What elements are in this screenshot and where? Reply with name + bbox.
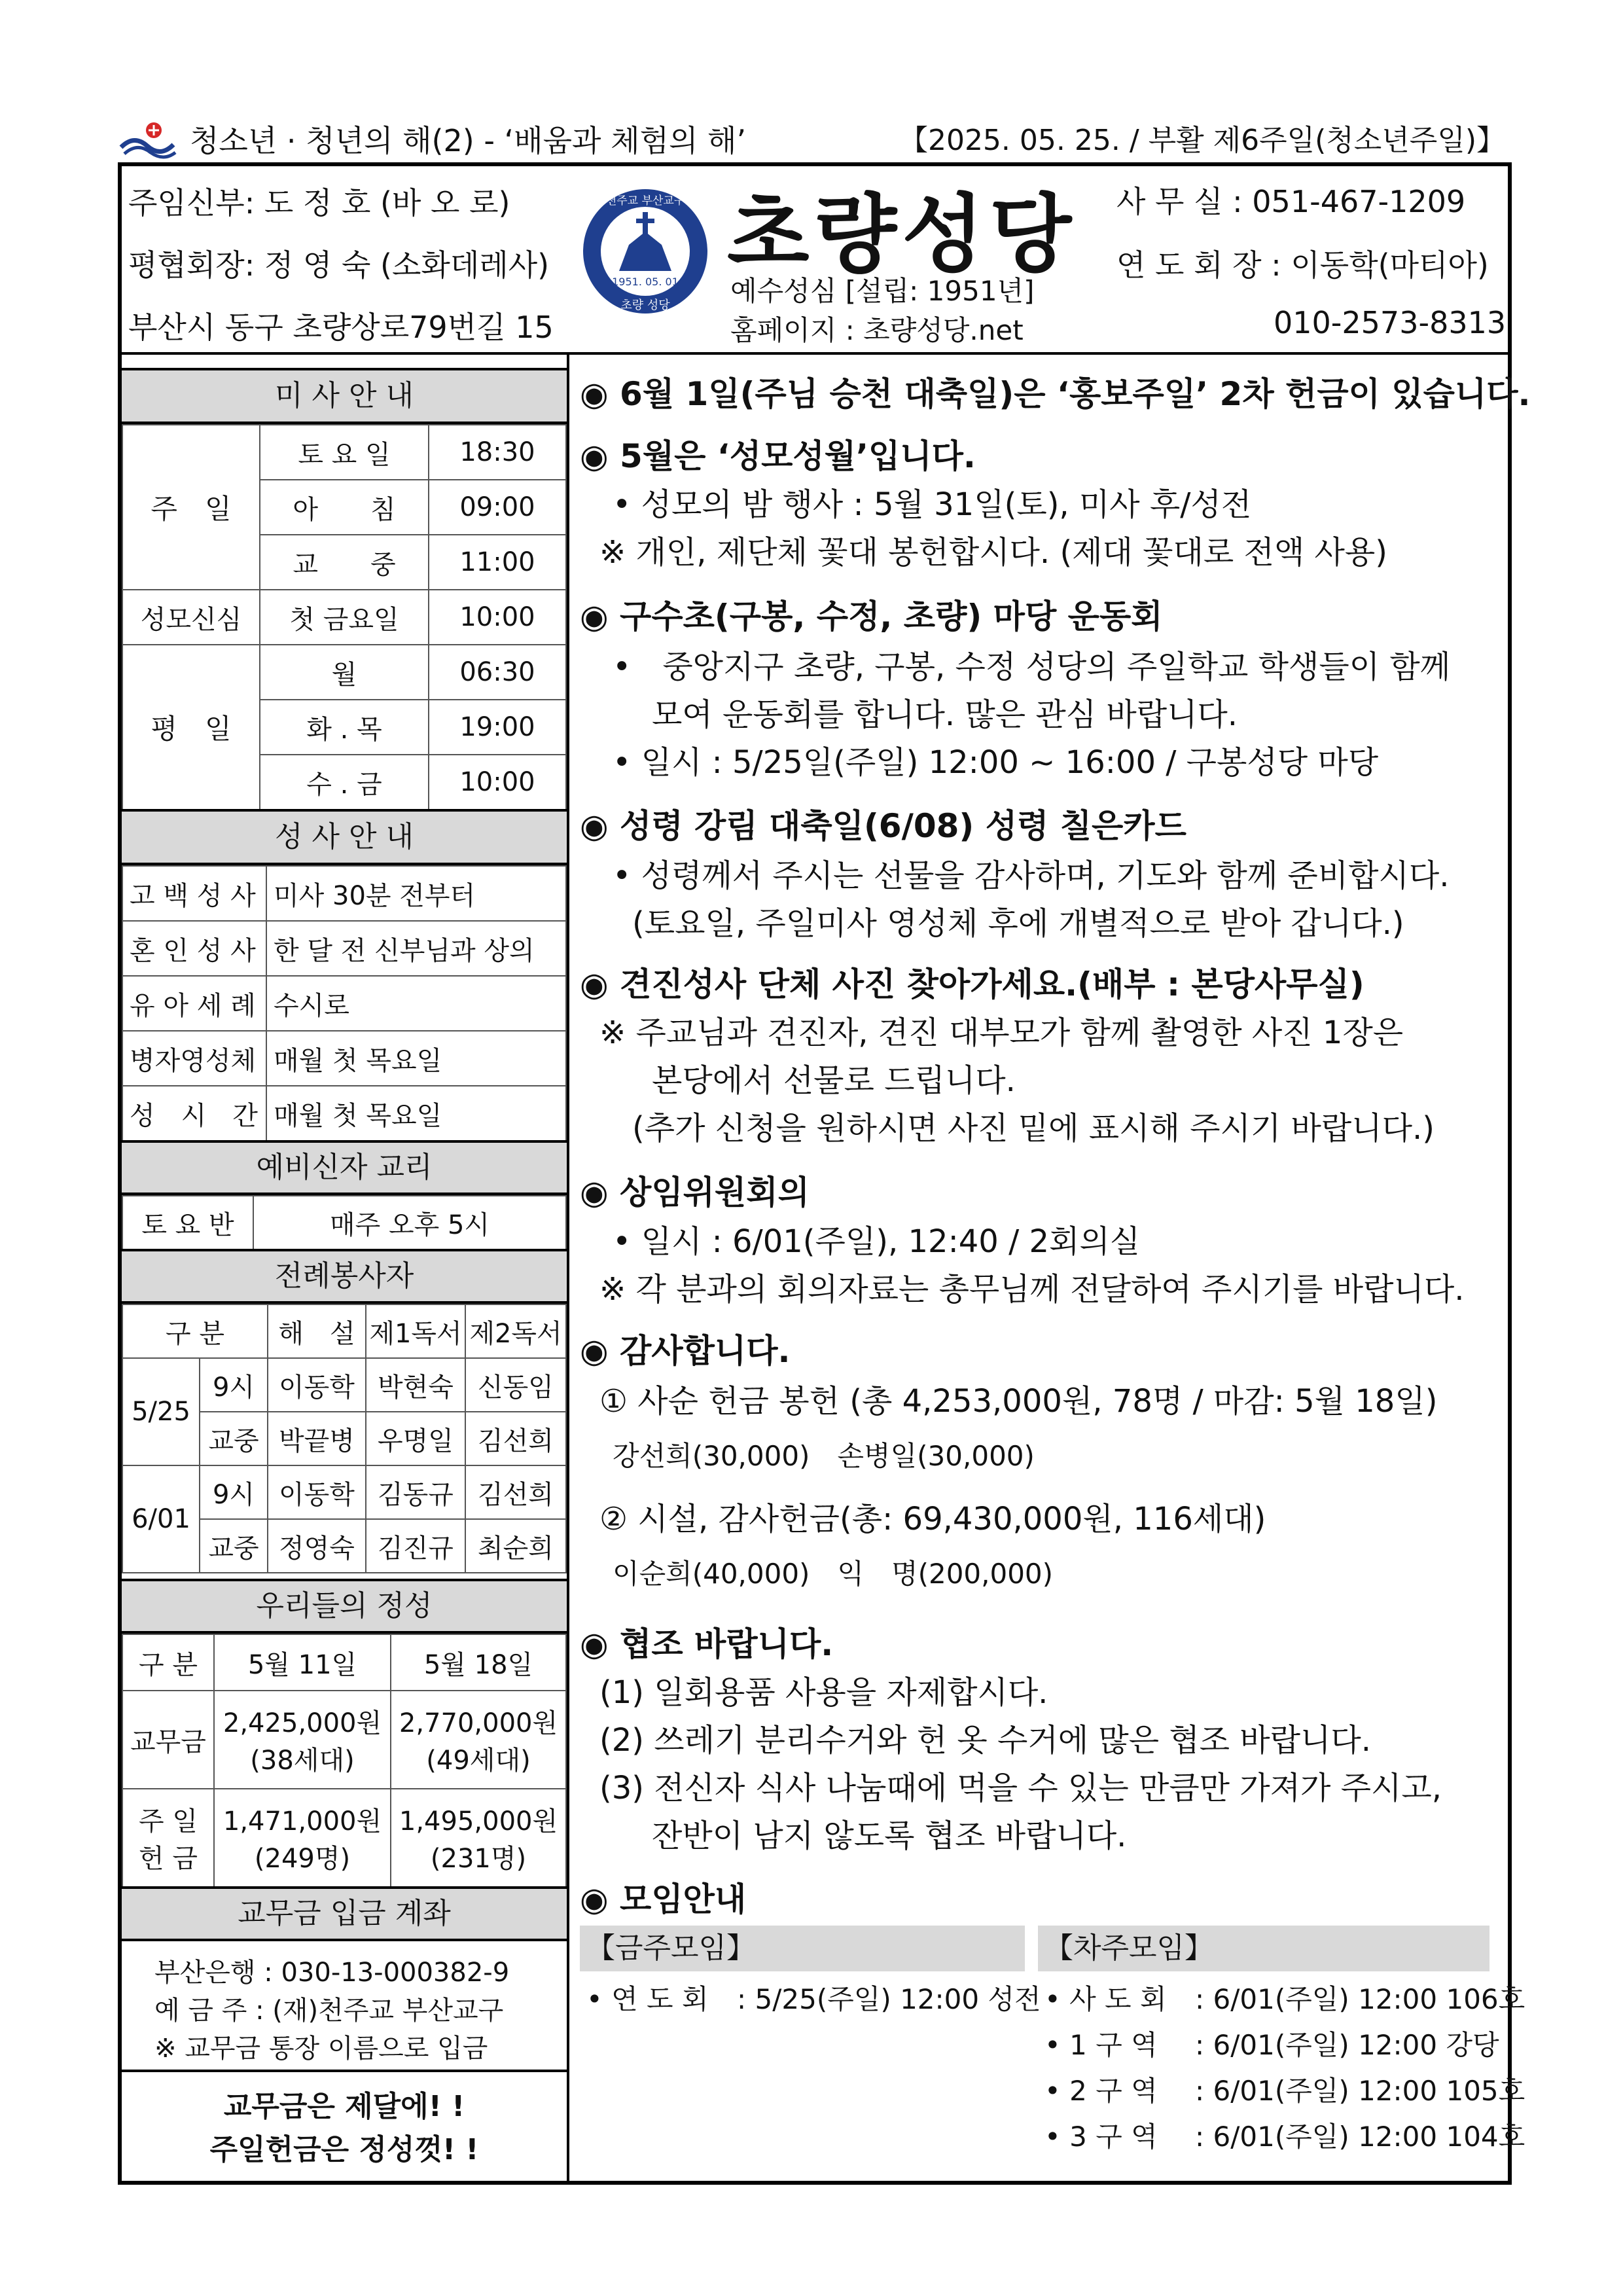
mass-day: 아 침 xyxy=(260,480,429,535)
notice-title: ◉ 견진성사 단체 사진 찾아가세요.(배부 : 본당사무실) xyxy=(580,965,1364,1003)
year-theme xyxy=(118,118,746,164)
meeting-info: : 6/01(주일) 12:00 강당 xyxy=(1195,2029,1499,2061)
mass-schedule-table xyxy=(122,424,567,810)
mass-time: 06:30 xyxy=(429,645,566,700)
notice-line: • 중앙지구 초량, 구봉, 수정 성당의 주일학교 학생들이 함께 xyxy=(613,649,1451,685)
issue-date: 【2025. 05. 25. / 부활 제6주일(청소년주일)】 xyxy=(899,124,1505,157)
servers-reader1: 김동규 xyxy=(366,1465,465,1519)
sacrament-desc: 수시로 xyxy=(266,976,566,1031)
offering-label-line: 헌 금 xyxy=(139,1844,198,1874)
notices-column xyxy=(573,355,1531,2181)
sacrament-name: 병자영성체 xyxy=(122,1031,266,1086)
offering-amount: 1,495,000원 xyxy=(399,1806,558,1837)
sacrament-name: 유 아 세 례 xyxy=(122,976,266,1031)
sacrament-desc: 매월 첫 목요일 xyxy=(266,1031,566,1086)
notice-line: (추가 신청을 원하시면 사진 밑에 표시해 주시기 바랍니다.) xyxy=(632,1110,1435,1147)
sacrament-title: 성 사 안 내 xyxy=(122,809,567,865)
servers-header: 해 설 xyxy=(268,1304,366,1358)
notice-title: ◉ 5월은 ‘성모성월’입니다. xyxy=(580,437,976,475)
servers-table xyxy=(122,1304,567,1573)
account-bank: 부산은행 : 030-13-000382-9 xyxy=(154,1958,510,1988)
notice-line: ※ 각 분과의 회의자료는 총무님께 전달하여 주시기를 바랍니다. xyxy=(599,1271,1465,1308)
servers-mass: 9시 xyxy=(200,1465,268,1519)
mass-time: 10:00 xyxy=(429,755,566,810)
church-name: 초량성당 xyxy=(727,185,1077,284)
sacrament-desc: 매월 첫 목요일 xyxy=(266,1086,566,1141)
offering-label: 교무금 xyxy=(122,1691,214,1789)
servers-commentator: 박끝병 xyxy=(268,1412,366,1465)
seal-date-text: 1951. 05. 01 xyxy=(612,276,679,288)
servers-reader2: 김선희 xyxy=(465,1412,566,1465)
offering-header: 구 분 xyxy=(122,1634,214,1691)
meeting-name: • 사 도 회 xyxy=(1044,1983,1167,2015)
notice-title: ◉ 성령 강림 대축일(6/08) 성령 칠은카드 xyxy=(580,807,1186,845)
council-president: 평협회장: 정 영 숙 (소화데레사) xyxy=(128,247,550,283)
marian-label: 성모신심 xyxy=(122,590,260,645)
sacrament-name: 성 시 간 xyxy=(122,1086,266,1141)
seal-top-text: 천주교 부산교구 xyxy=(605,194,685,207)
notice-line: • 성모의 밤 행사 : 5월 31일(토), 미사 후/성전 xyxy=(613,486,1252,523)
offering-header: 5월 18일 xyxy=(391,1634,566,1691)
meeting-info: : 6/01(주일) 12:00 106호 xyxy=(1195,1983,1525,2015)
slogan-2: 주일헌금은 정성껏! ! xyxy=(209,2133,479,2166)
servers-header: 구 분 xyxy=(122,1304,268,1358)
offering-count: (38세대) xyxy=(250,1746,355,1776)
servers-title: 전례봉사자 xyxy=(122,1249,567,1304)
offering-cell xyxy=(391,1691,566,1789)
servers-date: 6/01 xyxy=(122,1465,200,1573)
offering-amount: 2,770,000원 xyxy=(399,1708,558,1738)
servers-date: 5/25 xyxy=(122,1358,200,1465)
meeting-name: • 연 도 회 xyxy=(586,1983,709,2015)
notice-line: (3) 전신자 식사 나눔때에 먹을 수 있는 만큼만 가져가 주시고, xyxy=(599,1770,1442,1806)
church-patron: 예수성심 [설립: 1951년] xyxy=(730,275,1035,307)
sacrament-name: 고 백 성 사 xyxy=(122,866,266,921)
servers-header: 제1독서 xyxy=(366,1304,465,1358)
servers-mass: 9시 xyxy=(200,1358,268,1412)
catechism-table xyxy=(122,1195,567,1250)
mass-day: 수 . 금 xyxy=(260,755,429,810)
notice-line: ※ 주교님과 견진자, 견진 대부모가 함께 촬영한 사진 1장은 xyxy=(599,1014,1404,1051)
catechism-title: 예비신자 교리 xyxy=(122,1140,567,1195)
offering-count: (249명) xyxy=(254,1844,351,1874)
mass-time: 10:00 xyxy=(429,590,566,645)
notice-line: ① 사순 헌금 봉헌 (총 4,253,000원, 78명 / 마감: 5월 18일) xyxy=(599,1383,1438,1420)
mass-day: 토 요 일 xyxy=(260,425,429,480)
bulletin-header xyxy=(118,162,1512,356)
mass-time: 19:00 xyxy=(429,700,566,755)
mass-time: 09:00 xyxy=(429,480,566,535)
sunday-label: 주 일 xyxy=(122,425,260,590)
account-title: 교무금 입금 계좌 xyxy=(122,1886,567,1941)
notice-line: 잔반이 남지 않도록 협조 바랍니다. xyxy=(652,1818,1127,1854)
notice-line: ※ 개인, 제단체 꽃대 봉헌합시다. (제대 꽃대로 전액 사용) xyxy=(599,534,1387,571)
offering-label xyxy=(122,1789,214,1887)
servers-reader2: 신동임 xyxy=(465,1358,566,1412)
sacrament-desc: 미사 30분 전부터 xyxy=(266,866,566,921)
mass-day: 교 중 xyxy=(260,535,429,590)
notice-title: ◉ 모임안내 xyxy=(580,1880,747,1918)
church-logo-icon xyxy=(118,121,177,160)
seal-bottom-text: 초량 성당 xyxy=(620,298,670,312)
notice-line: ② 시설, 감사헌금(총: 69,430,000원, 116세대) xyxy=(599,1501,1266,1537)
weekday-label: 평 일 xyxy=(122,645,260,810)
mass-day: 첫 금요일 xyxy=(260,590,429,645)
notice-title: ◉ 협조 바랍니다. xyxy=(580,1625,834,1663)
offering-cell xyxy=(391,1789,566,1887)
offering-header: 5월 11일 xyxy=(214,1634,391,1691)
notice-line: • 일시 : 5/25일(주일) 12:00 ~ 16:00 / 구봉성당 마당 xyxy=(613,744,1379,781)
left-column xyxy=(122,355,569,2181)
servers-mass: 교중 xyxy=(200,1412,268,1465)
offering-count: (49세대) xyxy=(426,1746,531,1776)
notice-line: (토요일, 주일미사 영성체 후에 개별적으로 받아 갑니다.) xyxy=(632,905,1404,942)
bulletin-body xyxy=(118,352,1531,2185)
catechism-time: 매주 오후 5시 xyxy=(253,1196,566,1249)
notice-line: 본당에서 선물로 드립니다. xyxy=(652,1062,1016,1099)
this-week-meetings-title: 【금주모임】 xyxy=(580,1926,1025,1971)
meeting-name: • 2 구 역 xyxy=(1044,2075,1158,2107)
offering-title: 우리들의 정성 xyxy=(122,1579,567,1634)
sacrament-desc: 한 달 전 신부님과 상의 xyxy=(266,921,566,976)
mass-day: 화 . 목 xyxy=(260,700,429,755)
notice-line: (2) 쓰레기 분리수거와 헌 옷 수거에 많은 협조 바랍니다. xyxy=(599,1722,1372,1759)
notice-title: ◉ 감사합니다. xyxy=(580,1332,791,1370)
sacrament-table xyxy=(122,865,567,1141)
mass-schedule-title: 미 사 안 내 xyxy=(122,368,567,424)
notice-line: • 성령께서 주시는 선물을 감사하며, 기도와 함께 준비합시다. xyxy=(613,857,1450,894)
meeting-info: : 6/01(주일) 12:00 104호 xyxy=(1195,2121,1525,2153)
notice-line: 모여 운동회를 합니다. 많은 관심 바랍니다. xyxy=(652,696,1238,733)
notice-line: 이순희(40,000) 익 명(200,000) xyxy=(613,1558,1054,1590)
servers-commentator: 정영숙 xyxy=(268,1519,366,1573)
account-holder: 예 금 주 : (재)천주교 부산교구 xyxy=(154,1996,504,2026)
leader-phone: 010-2573-8313 xyxy=(1274,305,1507,340)
mass-time: 18:30 xyxy=(429,425,566,480)
offering-cell xyxy=(214,1691,391,1789)
notice-line: • 일시 : 6/01(주일), 12:40 / 2회의실 xyxy=(613,1223,1141,1260)
offering-amount: 1,471,000원 xyxy=(223,1806,382,1837)
servers-reader2: 김선희 xyxy=(465,1465,566,1519)
offering-amount: 2,425,000원 xyxy=(223,1708,382,1738)
sacrament-name: 혼 인 성 사 xyxy=(122,921,266,976)
church-seal-icon xyxy=(580,186,711,317)
notice-line: (1) 일회용품 사용을 자제합시다. xyxy=(599,1674,1048,1711)
next-week-meetings-title: 【차주모임】 xyxy=(1038,1926,1489,1971)
notice-line: 강선희(30,000) 손병일(30,000) xyxy=(613,1440,1035,1472)
offering-cell xyxy=(214,1789,391,1887)
offering-table xyxy=(122,1634,567,1888)
church-homepage: 홈페이지 : 초량성당.net xyxy=(730,314,1024,346)
pastor-name: 주임신부: 도 정 호 (바 오 로) xyxy=(128,185,510,221)
catechism-class: 토 요 반 xyxy=(122,1196,253,1249)
servers-reader1: 박현숙 xyxy=(366,1358,465,1412)
mass-time: 11:00 xyxy=(429,535,566,590)
notice-title: ◉ 구수초(구봉, 수정, 초량) 마당 운동회 xyxy=(580,598,1163,636)
church-address: 부산시 동구 초량상로79번길 15 xyxy=(128,310,554,345)
notice-title: ◉ 6월 1일(주님 승천 대축일)은 ‘홍보주일’ 2차 헌금이 있습니다. xyxy=(580,375,1531,413)
year-theme-text: 청소년 · 청년의 해(2) - ‘배움과 체험의 해’ xyxy=(190,123,747,158)
servers-reader2: 최순희 xyxy=(465,1519,566,1573)
account-note: ※ 교무금 통장 이름으로 입금 xyxy=(154,2034,488,2064)
servers-commentator: 이동학 xyxy=(268,1465,366,1519)
mass-day: 월 xyxy=(260,645,429,700)
youth-leader: 연 도 회 장 : 이동학(마티아) xyxy=(1116,247,1489,283)
servers-reader1: 우명일 xyxy=(366,1412,465,1465)
offering-label-line: 주 일 xyxy=(139,1806,198,1837)
office-phone: 사 무 실 : 051-467-1209 xyxy=(1116,184,1466,219)
servers-reader1: 김진규 xyxy=(366,1519,465,1573)
meeting-name: • 1 구 역 xyxy=(1044,2029,1158,2061)
top-line xyxy=(118,118,1505,164)
meeting-name: • 3 구 역 xyxy=(1044,2121,1158,2153)
slogan-divider xyxy=(122,2070,567,2072)
meeting-info: : 5/25(주일) 12:00 성전 xyxy=(737,1983,1041,2015)
servers-header: 제2독서 xyxy=(465,1304,566,1358)
offering-count: (231명) xyxy=(430,1844,527,1874)
notice-title: ◉ 상임위원회의 xyxy=(580,1174,810,1211)
servers-mass: 교중 xyxy=(200,1519,268,1573)
slogan-1: 교무금은 제달에! ! xyxy=(223,2090,465,2123)
meeting-info: : 6/01(주일) 12:00 105호 xyxy=(1195,2075,1525,2107)
servers-commentator: 이동학 xyxy=(268,1358,366,1412)
